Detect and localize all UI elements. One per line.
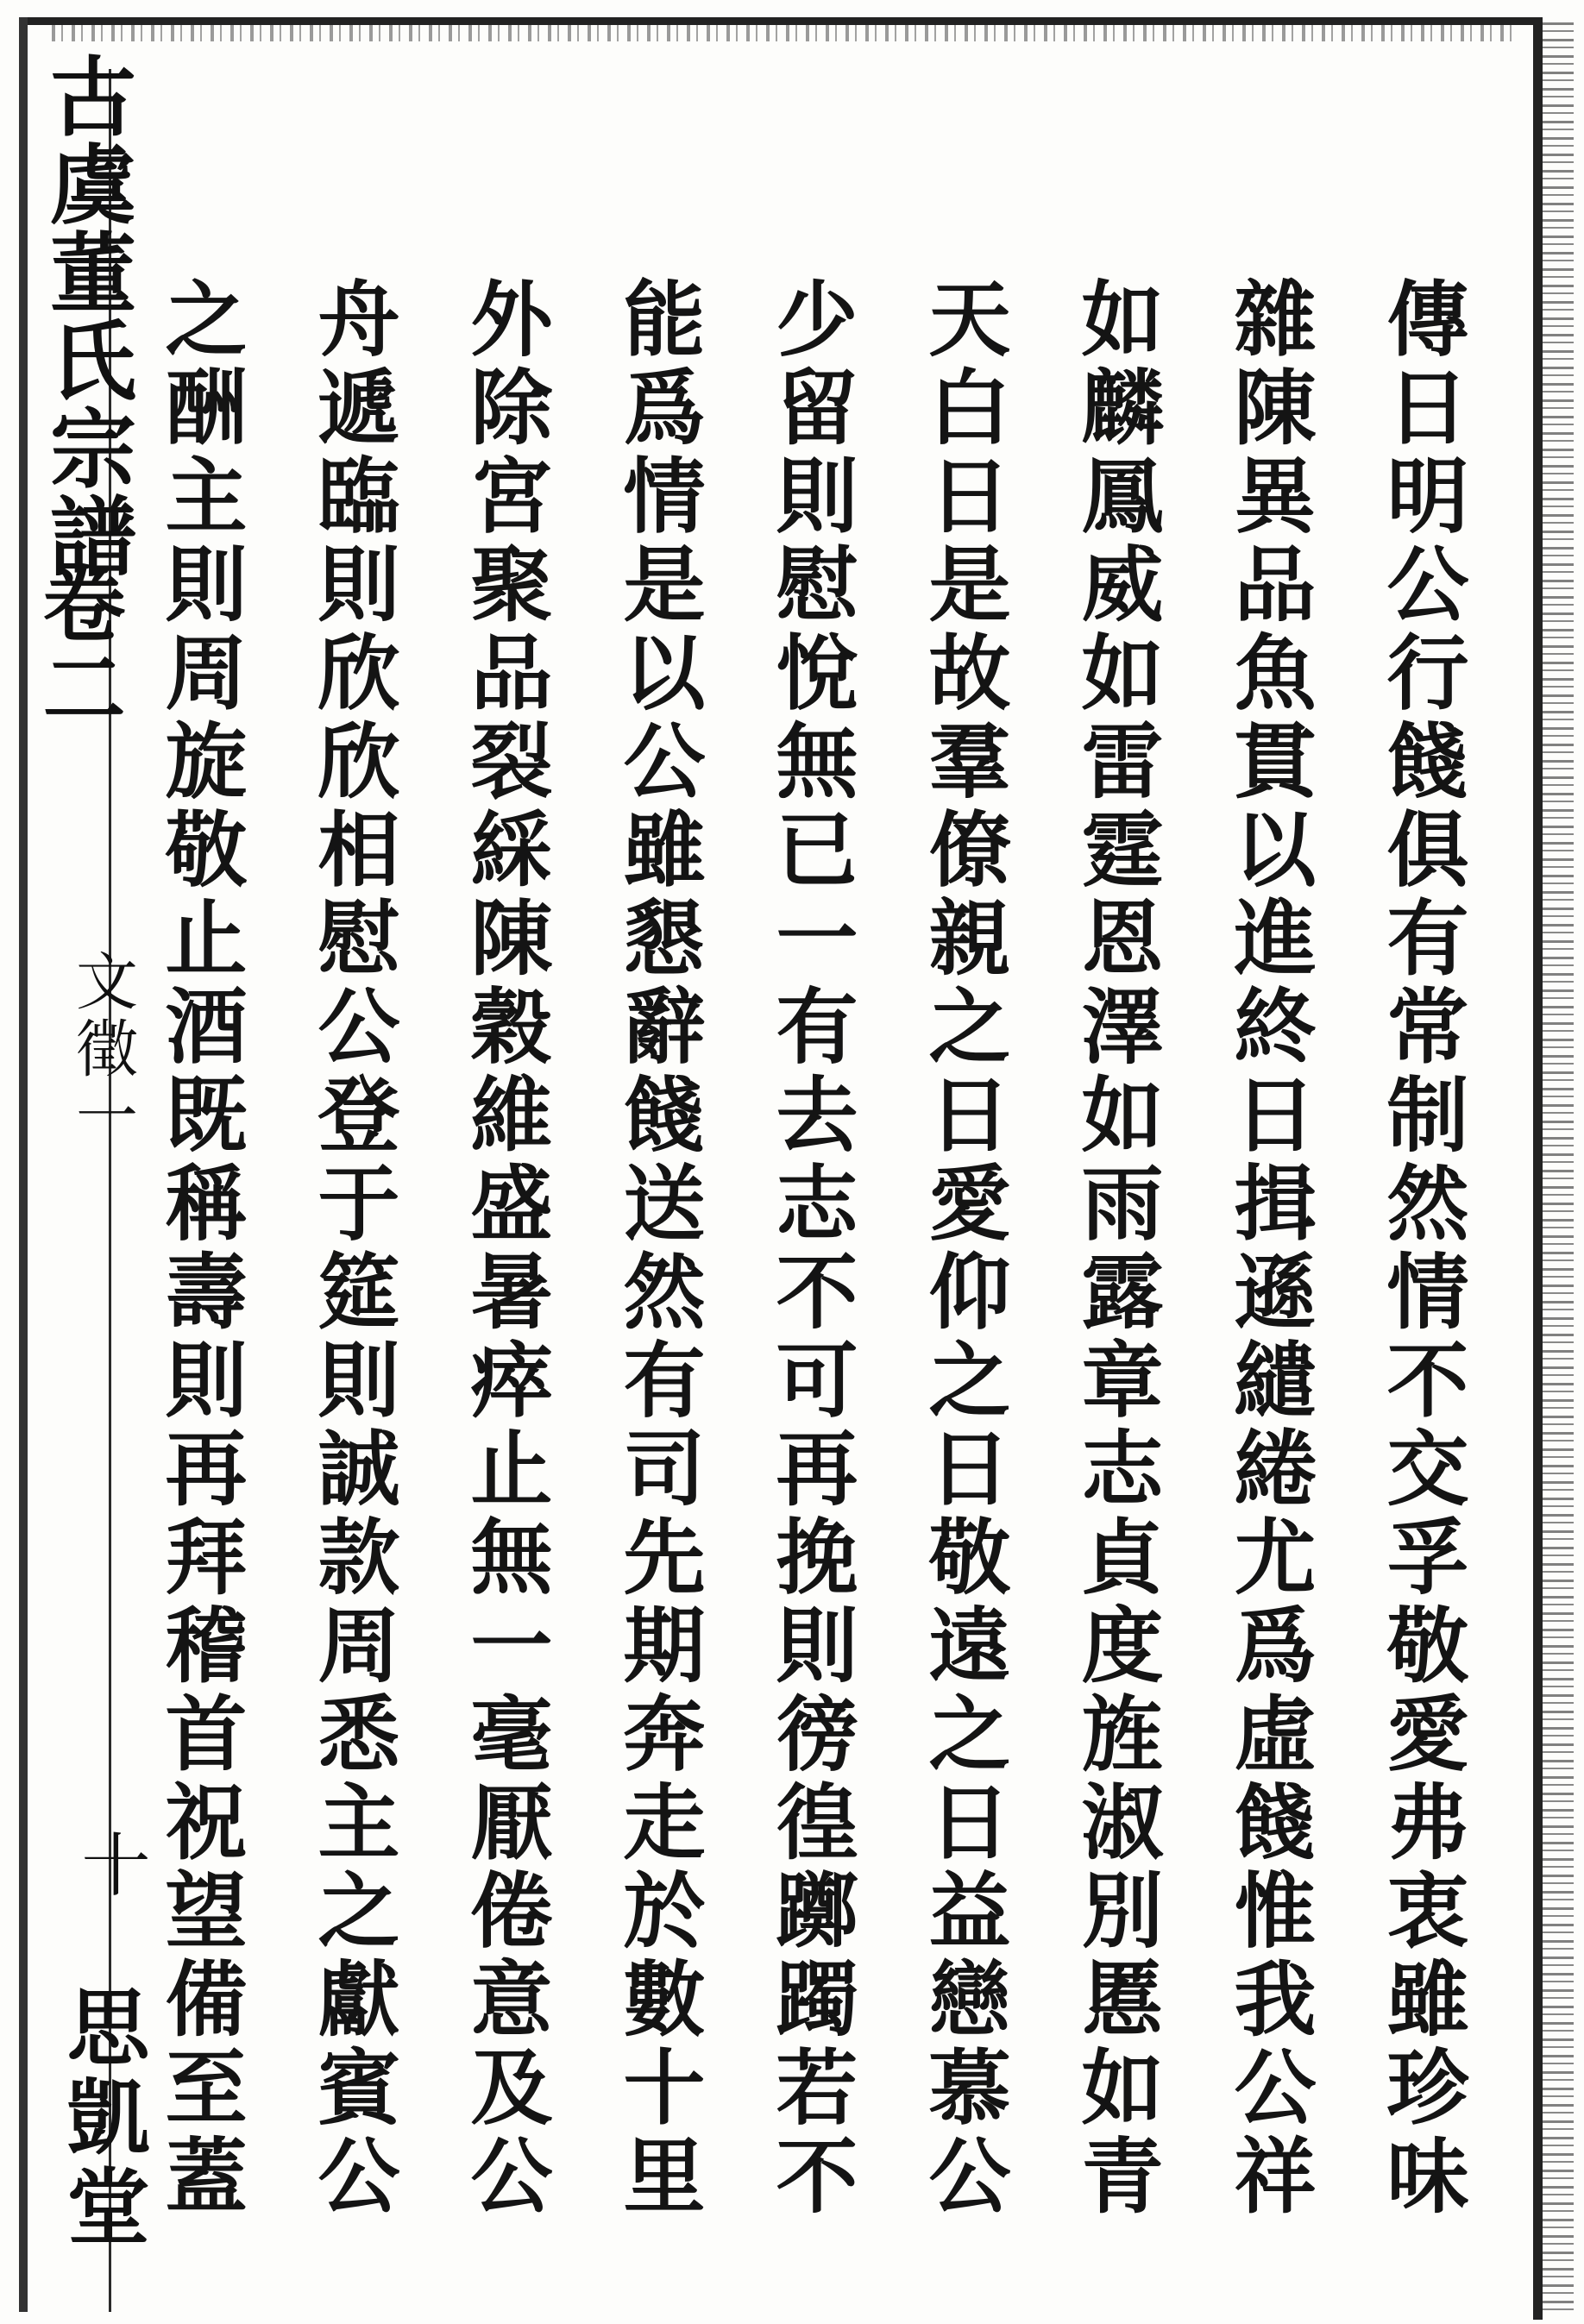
text-column-3: 如麟鳳威如雷霆恩澤如雨露章志貞度旌淑別慝如青 [1068,276,1164,2221]
book-title: 古虞董氏宗譜 [35,52,137,580]
body-text [152,276,1523,2277]
text-column-9: 之酬主則周旋敬止酒既稱壽則再拜稽首祝望備至蓋 [152,276,248,2221]
volume-label: 卷二 [29,561,127,730]
section-label: 文徵一 [66,949,138,1151]
page-number: 十 [70,1829,150,1898]
text-column-1: 傳日明公行餞俱有常制然情不交孚敬愛弗衷雖珍味 [1373,276,1469,2221]
text-column-4: 天白日是故羣僚親之日愛仰之日敬遠之日益戀慕公 [915,276,1011,2221]
text-column-8: 舟遞臨則欣欣相慰公登于筵則誠款周悉主之獻賓公 [305,276,400,2221]
text-column-6: 能爲情是以公雖懇辭餞送然有司先期奔走於數十里 [610,276,706,2221]
text-column-5: 少留則慰悅無已一有去志不可再挽則徬徨躑躅若不 [763,276,858,2221]
text-column-2: 雜陳異品魚貫以進終日揖遜繾綣尤爲虛餞惟我公祥 [1221,276,1317,2221]
hall-name: 思凱堂 [53,1984,151,2253]
text-column-7: 外除宮聚品裂綵陳穀維盛暑瘁止無一毫厭倦意及公 [457,276,553,2221]
